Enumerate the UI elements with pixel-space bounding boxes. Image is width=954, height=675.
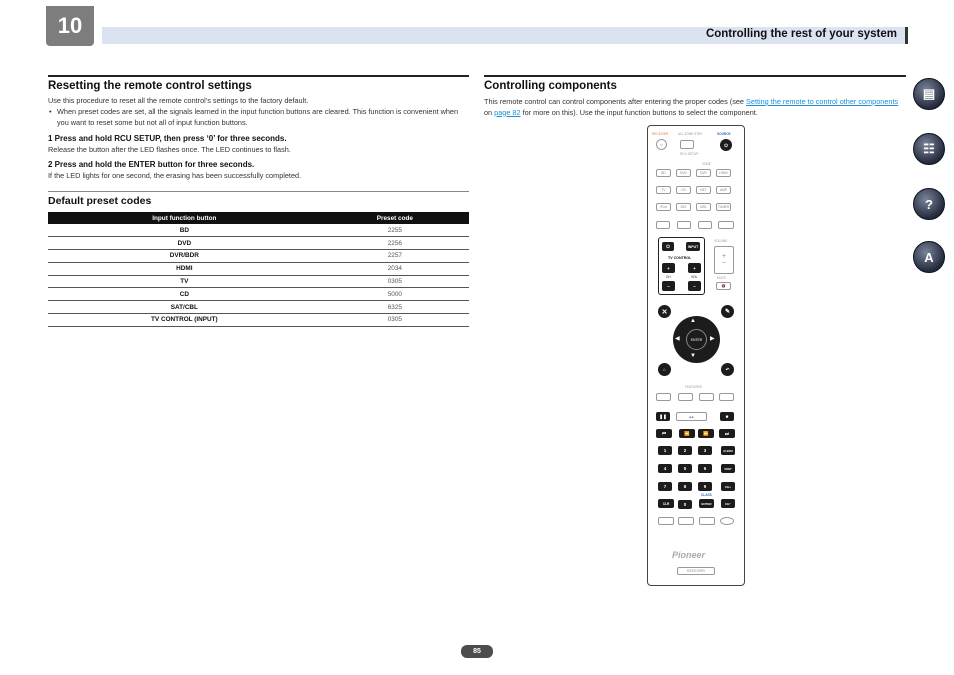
arrow-right-icon[interactable]: ▶ <box>710 336 715 342</box>
input-select-button[interactable] <box>677 221 691 229</box>
page-link[interactable]: page 82 <box>494 107 521 117</box>
play-button[interactable]: ◀ ▶ <box>676 412 707 421</box>
ch-up-button[interactable]: + <box>662 263 675 273</box>
table-row <box>48 314 469 327</box>
input-left-button[interactable] <box>656 221 670 229</box>
components-text: This remote control can control components after entering the proper codes (see Setting the remote to control other components on page 82 for more on this). Use the input function buttons to select the component. <box>484 97 899 117</box>
preset-code-cell: 5000 <box>321 288 469 301</box>
preset-code-cell: 0305 <box>321 275 469 288</box>
table-header: Input function button <box>48 212 321 224</box>
mute-label: MUTE <box>717 276 727 280</box>
bottom-button-3[interactable] <box>699 517 715 525</box>
reset-intro: Use this procedure to reset all the remote control’s settings to the factory default. <box>48 96 309 105</box>
input-button-bd[interactable]: BD <box>656 169 671 177</box>
next-button[interactable]: ⏭ <box>719 429 735 438</box>
source-label: SOURCE <box>717 132 731 136</box>
mute-button[interactable]: 🔇 <box>716 282 731 290</box>
faq-icon[interactable]: ? <box>913 188 945 220</box>
home-button[interactable]: ⌂ <box>658 363 671 376</box>
settings-link[interactable]: Setting the remote to control other components <box>746 97 899 106</box>
input-function-cell: BD <box>48 224 321 237</box>
pioneer-logo: Pioneer <box>672 550 706 560</box>
rewind-button[interactable]: ⏪ <box>679 429 695 438</box>
arrow-down-icon[interactable]: ▼ <box>690 353 696 359</box>
input-button-dvd[interactable]: DVD <box>676 169 691 177</box>
features-label: FEATURES <box>685 385 702 389</box>
input-function-cell: TV CONTROL (INPUT) <box>48 314 321 327</box>
input-function-cell: CD <box>48 288 321 301</box>
input-function-cell: TV <box>48 275 321 288</box>
glossary-icon[interactable]: A <box>913 241 945 273</box>
book-icon[interactable]: ▤ <box>913 78 945 110</box>
vol-up-button[interactable]: + <box>688 263 701 273</box>
section-rule <box>48 75 469 77</box>
class-label: CLASS <box>701 493 712 497</box>
bottom-button-2[interactable] <box>678 517 694 525</box>
table-row <box>48 237 469 250</box>
reset-title: Resetting the remote control settings <box>48 80 252 92</box>
feature-button-2[interactable] <box>678 393 693 401</box>
nav-dial[interactable] <box>673 316 720 363</box>
reset-bullet: • When preset codes are set, all the signals learned in the input function buttons are cleared. This function is convenient when you want to reset some but not all of input function buttons. <box>49 107 459 127</box>
prev-button[interactable]: ⏮ <box>656 429 672 438</box>
input-button-amp[interactable]: AMP <box>716 186 731 194</box>
input-button-tuner[interactable]: TUNER <box>716 203 731 211</box>
subsection-rule <box>48 191 469 192</box>
step-2: 2 Press and hold the ENTER button for three seconds. <box>48 160 255 169</box>
preset-code-cell: 2034 <box>321 262 469 275</box>
arrow-up-icon[interactable]: ▲ <box>690 318 696 324</box>
preset-subtitle: Default preset codes <box>48 195 152 207</box>
number-button-0[interactable]: 0 <box>678 500 692 509</box>
step-1-text: Release the button after the LED flashes once. The LED continues to flash. <box>48 145 291 154</box>
preset-code-cell: 2256 <box>321 237 469 250</box>
remote-control <box>647 125 745 586</box>
preset-code-cell: 6325 <box>321 301 469 314</box>
clear-button[interactable]: CLR <box>658 499 674 508</box>
table-header: Preset code <box>321 212 469 224</box>
disp-button[interactable]: DISP <box>721 464 735 473</box>
audio-button[interactable]: AUDIO <box>721 446 735 455</box>
vol-label: VOL <box>691 275 698 279</box>
ch-down-lower-button[interactable]: CH− <box>721 499 735 508</box>
input-function-cell: HDMI <box>48 262 321 275</box>
volume-rocker[interactable]: + − <box>714 246 734 274</box>
tv-input-button[interactable]: INPUT <box>686 242 700 251</box>
number-button-4[interactable]: 4 <box>658 464 672 473</box>
input-function-cell: SAT/CBL <box>48 301 321 314</box>
receiver-mode-label: RECEIVER <box>677 567 715 575</box>
receiver-label: RECEIVER <box>652 132 669 136</box>
number-button-1[interactable]: 1 <box>658 446 672 455</box>
number-button-3[interactable]: 3 <box>698 446 712 455</box>
input-button-cd[interactable]: CD <box>676 186 691 194</box>
tv-power-button[interactable]: ⏻ <box>662 242 674 251</box>
feature-button-4[interactable] <box>719 393 734 401</box>
table-row <box>48 224 469 237</box>
sleep-button[interactable] <box>698 221 712 229</box>
number-enter-button[interactable]: ENTER <box>699 499 714 508</box>
input-button-hdmi[interactable]: HDMI <box>716 169 731 177</box>
number-button-2[interactable]: 2 <box>678 446 692 455</box>
step-2-text: If the LED lights for one second, the erasing has been successfully completed. <box>48 171 302 180</box>
number-button-6[interactable]: 6 <box>698 464 712 473</box>
source-power-button[interactable]: ⏻ <box>720 139 732 151</box>
table-row <box>48 301 469 314</box>
number-button-9[interactable]: 9 <box>698 482 712 491</box>
number-button-7[interactable]: 7 <box>658 482 672 491</box>
number-button-8[interactable]: 8 <box>678 482 692 491</box>
input-function-cell: DVR/BDR <box>48 250 321 263</box>
input-button-tv[interactable]: TV <box>656 186 671 194</box>
feature-button-3[interactable] <box>699 393 714 401</box>
zone-label: ZONE <box>702 162 711 166</box>
enter-button[interactable]: ENTER <box>686 329 707 350</box>
tools-button[interactable]: ✎ <box>721 305 734 318</box>
step-1: 1 Press and hold RCU SETUP, then press ‘0’ for three seconds. <box>48 134 287 143</box>
input-button-ipod[interactable]: iPod <box>656 203 671 211</box>
table-row <box>48 262 469 275</box>
number-button-5[interactable]: 5 <box>678 464 692 473</box>
input-function-cell: DVD <box>48 237 321 250</box>
receiver-power-button[interactable]: ⏻ <box>656 139 667 150</box>
receiver-button[interactable] <box>718 221 734 229</box>
preset-code-cell: 2255 <box>321 224 469 237</box>
all-zone-label: ALL ZONE STBY <box>678 132 703 136</box>
table-row <box>48 275 469 288</box>
ch-label: CH <box>666 275 671 279</box>
forward-button[interactable]: ⏩ <box>698 429 714 438</box>
header-bar <box>102 27 908 44</box>
light-button[interactable] <box>720 517 734 525</box>
chapter-number: 10 <box>46 6 94 46</box>
preset-code-cell: 2257 <box>321 250 469 263</box>
stop-button[interactable]: ■ <box>720 412 734 421</box>
preset-code-cell: 0305 <box>321 314 469 327</box>
remote-settings-icon[interactable]: ☷ <box>913 133 945 165</box>
pause-button[interactable]: ❚❚ <box>656 412 670 421</box>
input-button-sat[interactable]: SAT <box>676 203 691 211</box>
return-button[interactable]: ↶ <box>721 363 734 376</box>
input-button-mhl[interactable]: MHL <box>696 203 711 211</box>
input-button-dvr[interactable]: DVR <box>696 169 711 177</box>
ch-up-lower-button[interactable]: CH+ <box>721 482 735 491</box>
all-zone-button[interactable] <box>680 140 694 149</box>
section-rule <box>484 75 906 77</box>
header-title: Controlling the rest of your system <box>705 28 897 40</box>
audio-params-button[interactable]: ✕ <box>658 305 671 318</box>
feature-button-1[interactable] <box>656 393 671 401</box>
vol-down-button[interactable]: − <box>688 281 701 291</box>
table-row <box>48 250 469 263</box>
page-number: 85 <box>461 645 493 658</box>
ch-down-button[interactable]: − <box>662 281 675 291</box>
components-title: Controlling components <box>484 80 617 92</box>
volume-label: VOLUME <box>714 239 728 243</box>
tv-control-label: TV CONTROL <box>668 256 692 260</box>
input-button-net[interactable]: NET <box>696 186 711 194</box>
bottom-button-1[interactable] <box>658 517 674 525</box>
preset-table <box>48 212 469 327</box>
rcu-setup-label: RCU SETUP <box>680 152 699 156</box>
table-row <box>48 288 469 301</box>
arrow-left-icon[interactable]: ◀ <box>675 336 680 342</box>
